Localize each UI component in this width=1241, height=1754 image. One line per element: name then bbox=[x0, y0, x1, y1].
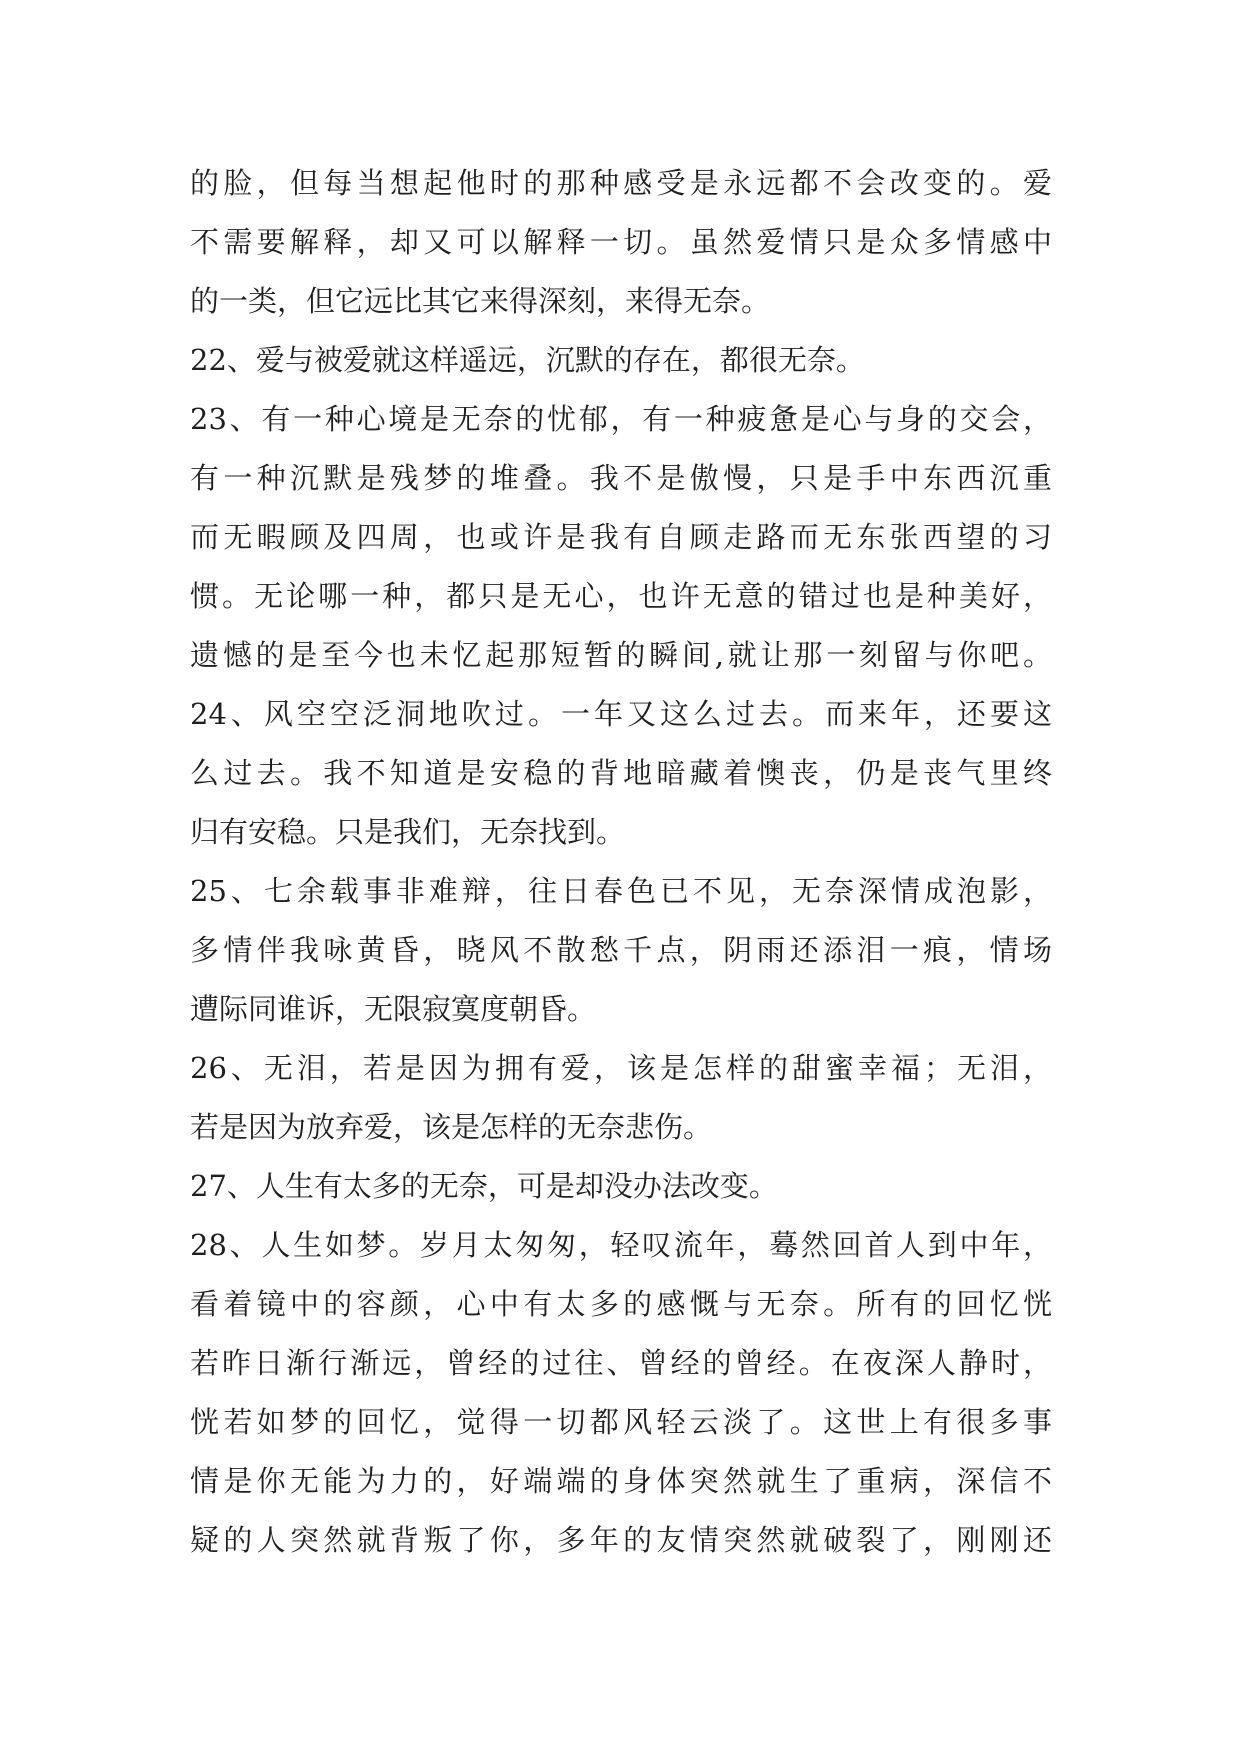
text-line: 疑​的​人​突​然​就​背​叛​了​你​，​多​年​的​友​情​突​然​就​破​裂​了​，​刚​刚​还 bbox=[190, 1523, 1052, 1557]
text-line: 2​8​、​人​生​如​梦​。​岁​月​太​匆​匆​，​轻​叹​流​年​，​蓦​然​回​首​人​到​中​年​， bbox=[190, 1228, 1052, 1262]
text-line: 而​无​暇​顾​及​四​周​，​也​或​许​是​我​有​自​顾​走​路​而​无​东​张​西​望​的​习 bbox=[190, 520, 1052, 554]
text-line: 若是因为放弃爱，该是怎样的无奈悲伤。 bbox=[190, 1110, 713, 1144]
text-line: 2​6​、​无​泪​，​若​是​因​为​拥​有​爱​，​该​是​怎​样​的​甜​蜜​幸​福​；​无​泪​， bbox=[190, 1051, 1052, 1085]
text-line: 有​一​种​沉​默​是​残​梦​的​堆​叠​。​我​不​是​傲​慢​，​只​是​手​中​东​西​沉​重 bbox=[190, 461, 1052, 495]
text-line: 恍​若​如​梦​的​回​忆​，​觉​得​一​切​都​风​轻​云​淡​了​。​这​世​上​有​很​多​事 bbox=[190, 1405, 1052, 1439]
text-line: 么​过​去​。​我​不​知​道​是​安​稳​的​背​地​暗​藏​着​懊​丧​，​仍​是​丧​气​里​终 bbox=[190, 756, 1052, 790]
text-line: 遭际同谁诉，无限寂寞度朝昏。 bbox=[190, 992, 597, 1026]
text-line: 22、爱与被爱就这样遥远，沉默的存在，都很无奈。 bbox=[190, 343, 865, 377]
text-line: 不​需​要​解​释​，​却​又​可​以​解​释​一​切​。​虽​然​爱​情​只​是​众​多​情​感​中 bbox=[190, 225, 1052, 259]
text-line: 2​4​、​风​空​空​泛​洞​地​吹​过​。​一​年​又​这​么​过​去​。​而​来​年​，​还​要​这 bbox=[190, 697, 1052, 731]
text-line: 2​5​、​七​余​载​事​非​难​辩​，​往​日​春​色​已​不​见​，​无​奈​深​情​成​泡​影​， bbox=[190, 874, 1052, 908]
text-line: 的一类，但它远比其它来得深刻，来得无奈。 bbox=[190, 284, 771, 318]
text-line: 若​昨​日​渐​行​渐​远​，​曾​经​的​过​往​、​曾​经​的​曾​经​。​在​夜​深​人​静​时​， bbox=[190, 1346, 1052, 1380]
text-line: 27、人生有太多的无奈，可是却没办法改变。 bbox=[190, 1169, 778, 1203]
text-line: 的​脸​，​但​每​当​想​起​他​时​的​那​种​感​受​是​永​远​都​不​会​改​变​的​。​爱 bbox=[190, 166, 1052, 200]
text-line: 情​是​你​无​能​为​力​的​，​好​端​端​的​身​体​突​然​就​生​了​重​病​，​深​信​不 bbox=[190, 1464, 1052, 1498]
text-line: 遗​憾​的​是​至​今​也​未​忆​起​那​短​暂​的​瞬​间​,​就​让​那​一​刻​留​与​你​吧​。 bbox=[190, 638, 1052, 672]
text-line: 看​着​镜​中​的​容​颜​，​心​中​有​太​多​的​感​慨​与​无​奈​。​所​有​的​回​忆​恍 bbox=[190, 1287, 1052, 1321]
text-line: 2​3​、​有​一​种​心​境​是​无​奈​的​忧​郁​，​有​一​种​疲​惫​是​心​与​身​的​交​会​， bbox=[190, 402, 1052, 436]
text-line: 归有安稳。只是我们，无奈找到。 bbox=[190, 815, 626, 849]
text-line: 多​情​伴​我​咏​黄​昏​，​晓​风​不​散​愁​千​点​，​阴​雨​还​添​泪​一​痕​，​情​场 bbox=[190, 933, 1052, 967]
body-text bbox=[190, 154, 1070, 1570]
text-line: 惯​。​无​论​哪​一​种​，​都​只​是​无​心​，​也​许​无​意​的​错​过​也​是​种​美​好​， bbox=[190, 579, 1052, 613]
